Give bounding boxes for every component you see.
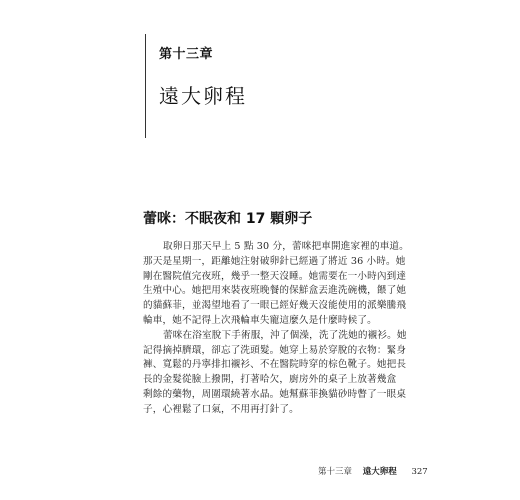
text-line: 的貓蘇菲，並渴望地看了一眼已經好幾天沒能使用的派樂騰飛 [143,300,407,312]
text-line: 褲、寬鬆的丹寧排扣襯衫、不在醫院時穿的棕色靴子。她把長 [143,359,407,371]
chapter-title: 遠大卵程 [159,84,247,108]
footer-chapter: 第十三章 [318,467,353,477]
text-line: 那天是星期一，距離她注射破卵針已經過了將近 36 小時。她 [143,255,406,267]
text-line: 輪車，她不記得上次飛輪車失寵這麼久是什麼時候了。 [143,314,377,326]
text-line: 生殖中心。她把用來裝夜班晚餐的保鮮盒丟進洗碗機，餵了她 [143,285,407,297]
text-line: 剩餘的藥物，周圍環繞著水晶。她幫蘇菲換貓砂時瞥了一眼桌 [143,388,407,400]
text-line: 剛在醫院值完夜班，幾乎一整天沒睡。她需要在一小時內到達 [143,270,407,282]
footer-title: 遠大卵程 [362,467,397,477]
text-line: 記得摘掉臍環，卻忘了洗頭髮。她穿上易於穿脫的衣物：緊身 [143,344,407,356]
page-number: 327 [411,467,428,477]
text-line: 長的金髮從臉上撥開，打著哈欠，廚房外的桌子上放著幾盒 [143,374,397,386]
page-footer [318,465,428,477]
chapter-number: 第十三章 [159,47,214,62]
text-line: 取卵日那天早上 5 點 30 分，蕾咪把車開進家裡的車道。 [163,241,409,252]
body-text [143,240,409,418]
chapter-divider-rule [145,34,146,138]
text-line: 蕾咪在浴室脫下手術服，沖了個澡，洗了洗她的襯衫。她 [163,329,407,341]
text-line: 子，心裡鬆了口氣，不用再打針了。 [143,403,299,415]
paragraph-1 [143,240,409,329]
section-heading: 蕾咪：不眠夜和 17 顆卵子 [143,211,313,227]
paragraph-2 [143,329,407,418]
